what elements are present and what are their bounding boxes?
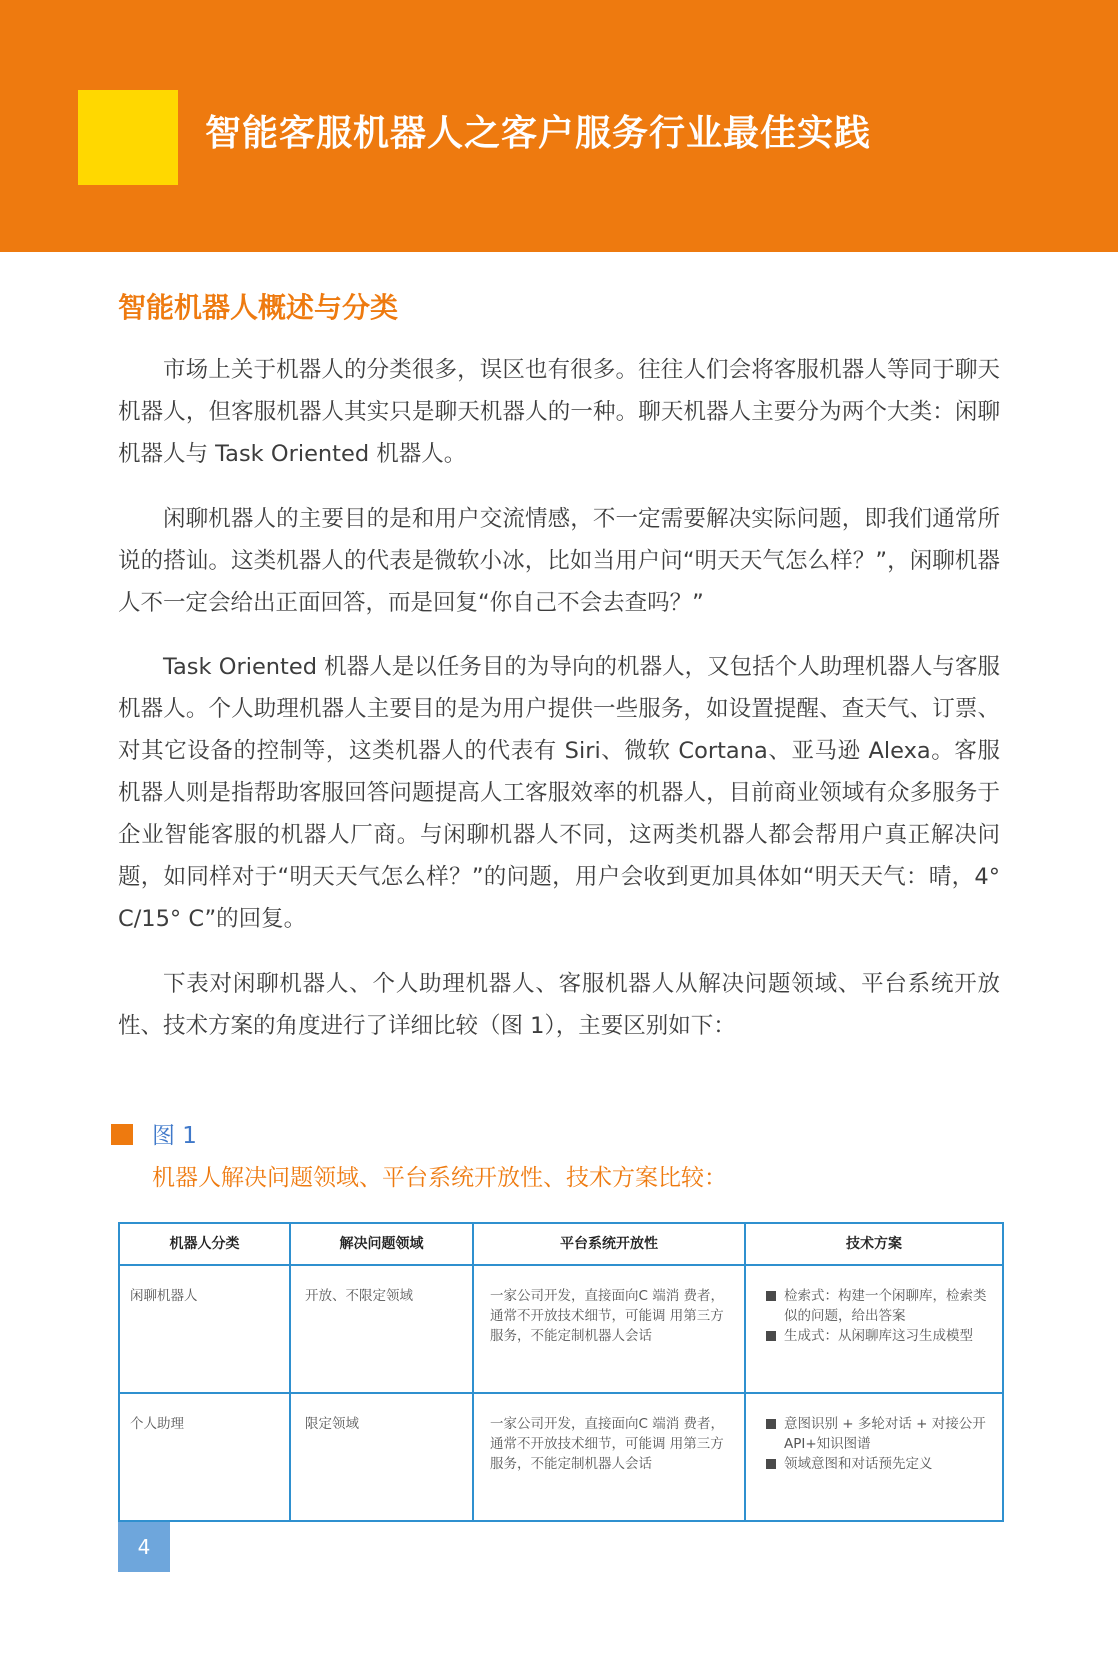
cell-openness: 一家公司开发，直接面向C 端消 费者，通常不开放技术细节，可能调 用第三方服务，不能定制机器人会话 [473, 1393, 745, 1521]
tech-bullet-item [766, 1454, 990, 1474]
tech-bullet-text: 意图识别 + 多轮对话 + 对接公开 API+知识图谱 [784, 1416, 986, 1452]
header-robot-category: 机器人分类 [119, 1223, 290, 1265]
header-platform-openness: 平台系统开放性 [473, 1223, 745, 1265]
paragraph-chat-robot: 闲聊机器人的主要目的是和用户交流情感，不一定需要解决实际问题，即我们通常所说的搭讪。这类机器人的代表是微软小冰，比如当用户问“明天天气怎么样？”，闲聊机器人不一定会给出正面回答，而是回复“你自己不会去查吗？” [118, 506, 1000, 616]
section-title: 智能机器人概述与分类 [118, 291, 399, 324]
cell-openness: 一家公司开发，直接面向C 端消 费者，通常不开放技术细节，可能调 用第三方服务，不能定制机器人会话 [473, 1265, 745, 1393]
tech-bullet-item [766, 1414, 990, 1454]
header-problem-domain: 解决问题领域 [290, 1223, 473, 1265]
tech-bullet-text: 检索式：构建一个闲聊库，检索类似的问题，给出答案 [784, 1288, 987, 1324]
tech-bullet-text: 生成式：从闲聊库这习生成模型 [784, 1328, 973, 1344]
cell-domain: 开放、不限定领域 [290, 1265, 473, 1393]
page-title: 智能客服机器人之客户服务行业最佳实践 [205, 113, 872, 154]
cell-tech [745, 1265, 1003, 1393]
cell-category: 闲聊机器人 [119, 1265, 290, 1393]
square-bullet-icon [766, 1419, 776, 1429]
cell-category: 个人助理 [119, 1393, 290, 1521]
tech-bullet-item [766, 1286, 990, 1326]
page-number: 4 [118, 1522, 170, 1572]
table-row [119, 1265, 1003, 1393]
table-row [119, 1393, 1003, 1521]
header-accent-square [78, 90, 178, 185]
paragraph-table-intro: 下表对闲聊机器人、个人助理机器人、客服机器人从解决问题领域、平台系统开放性、技术方案的角度进行了详细比较（图 1），主要区别如下： [118, 971, 1000, 1039]
figure-label: 图 1 [152, 1123, 197, 1149]
tech-bullet-text: 领域意图和对话预先定义 [784, 1456, 933, 1472]
cell-domain: 限定领域 [290, 1393, 473, 1521]
figure-caption: 机器人解决问题领域、平台系统开放性、技术方案比较： [152, 1165, 727, 1191]
square-bullet-icon [766, 1331, 776, 1341]
header-banner [0, 0, 1118, 252]
figure-marker-square [111, 1124, 133, 1145]
paragraph-intro: 市场上关于机器人的分类很多，误区也有很多。往往人们会将客服机器人等同于聊天机器人，但客服机器人其实只是聊天机器人的一种。聊天机器人主要分为两个大类：闲聊机器人与 Task Oriented 机器人。 [118, 357, 1000, 467]
square-bullet-icon [766, 1291, 776, 1301]
paragraph-task-oriented: Task Oriented 机器人是以任务目的为导向的机器人，又包括个人助理机器人与客服机器人。个人助理机器人主要目的是为用户提供一些服务，如设置提醒、查天气、订票、对其它设备的控制等，这类机器人的代表有 Siri、微软 Cortana、亚马逊 Alexa。客服机器人则是指帮助客服回答问题提高人工客服效率的机器人，目前商业领域有众多服务于企业智能客服的机器人厂商。与闲聊机器人不同，这两类机器人都会帮用户真正解决问题，如同样对于“明天天气怎么样？”的问题，用户会收到更加具体如“明天天气：晴，4° C/15° C”的回复。 [118, 654, 1000, 932]
square-bullet-icon [766, 1459, 776, 1469]
tech-bullet-item [766, 1326, 990, 1346]
header-tech-solution: 技术方案 [745, 1223, 1003, 1265]
table-header-row [119, 1223, 1003, 1265]
comparison-table [118, 1222, 1004, 1522]
cell-tech [745, 1393, 1003, 1521]
